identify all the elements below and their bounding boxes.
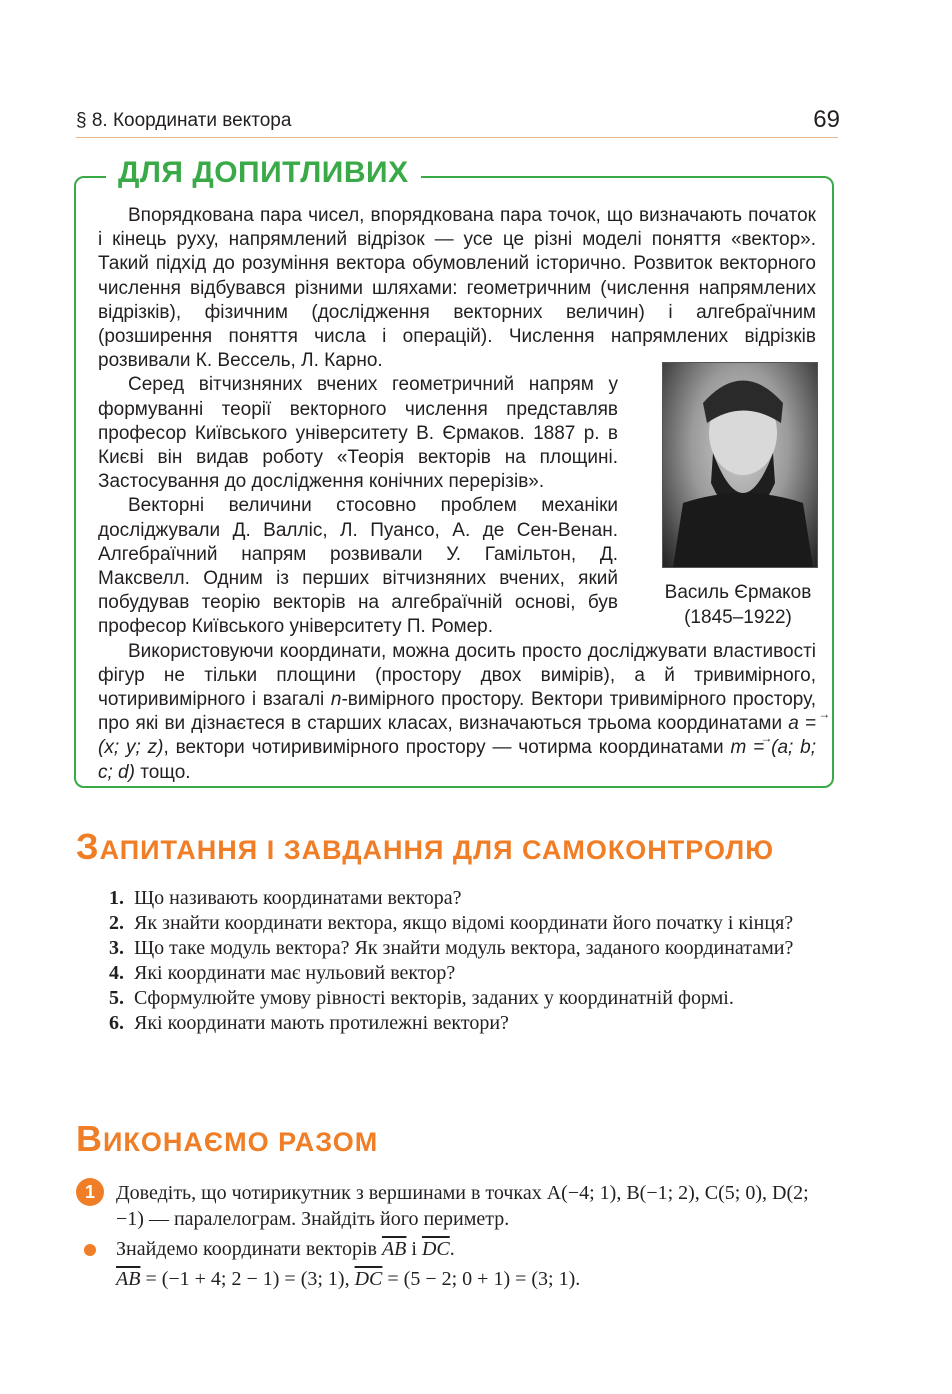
portrait-silhouette bbox=[663, 363, 817, 567]
question-text: Які координати мають протилежні вектори? bbox=[134, 1012, 509, 1034]
solution-intro: Знайдемо координати векторів $\overline{AB}$ і $\overline{DC}$. bbox=[116, 1238, 455, 1260]
page-number: 69 bbox=[813, 106, 840, 133]
question-number: 2. bbox=[109, 912, 124, 934]
paragraph-yermakov: Серед вітчизняних вчених геометричний напрям у формуванні теорії векторного числення представляв професор Київського університету В. Єрмаков. 1887 р. в Києві він видав роботу «Теорія векторів на площині. Застосування до дослідження конічних перерізів». bbox=[98, 374, 618, 493]
vector-a-formula: → a = (x; y; z) bbox=[98, 713, 816, 758]
question-number: 4. bbox=[109, 962, 124, 984]
bullet-icon bbox=[84, 1244, 96, 1256]
questions-list bbox=[98, 886, 840, 1036]
header-rule bbox=[76, 137, 838, 138]
paragraph-history: Впорядкована пара чисел, впорядкована пара точок, що визначають початок і кінець руху, напрямлений відрізок — усе це різні моделі поняття «вектор». Такий підхід до розуміння вектора обумовлений історично. Розвиток векторного числення відбувався різними шляхами: геометричним (числення напрямлених відрізків), фізичним (дослідження векторних величин) і алгебраїчним (розширення поняття числа і операцій). Числення напрямлених відрізків розвивали К. Вессель, Л. Карно. bbox=[98, 205, 816, 372]
task-text: Доведіть, що чотирикутник з вершинами в точках A(−4; 1), B(−1; 2), C(5; 0), D(2; −1) — паралелограм. Знайдіть його периметр. bbox=[116, 1182, 809, 1230]
question-item bbox=[98, 936, 840, 961]
question-number: 3. bbox=[109, 937, 124, 959]
task-number-badge: 1 bbox=[76, 1178, 104, 1206]
question-number: 5. bbox=[109, 987, 124, 1009]
question-item bbox=[98, 986, 840, 1011]
paragraph-mechanics: Векторні величини стосовно проблем механіки досліджували Д. Валліс, Л. Пуансо, А. де Сен-Венан. Алгебраїчний напрям розвивали У. Гамільтон, Д. Максвелл. Одним із перших вітчизняних вчених, який побудував теорію векторів на алгебраїчній основі, був професор Київського університету П. Ромер. bbox=[98, 495, 618, 638]
section-header: § 8. Координати вектора bbox=[76, 110, 292, 131]
question-item bbox=[98, 886, 840, 911]
portrait-image bbox=[662, 362, 818, 568]
self-control-heading: ЗАПИТАННЯ І ЗАВДАННЯ ДЛЯ САМОКОНТРОЛЮ bbox=[76, 826, 775, 867]
solution-formula: $\overline{AB} = (-1 + 4$; 2 − 1) = (3; 1), $\overline{DC} = (5 - 2$; 0 + 1) = (3; 1). bbox=[116, 1268, 581, 1290]
curious-box-title: ДЛЯ ДОПИТЛИВИХ bbox=[106, 156, 421, 190]
question-number: 1. bbox=[109, 887, 124, 909]
question-text: Які координати має нульовий вектор? bbox=[134, 962, 456, 984]
question-item bbox=[98, 961, 840, 986]
question-text: Що таке модуль вектора? Як знайти модуль вектора, заданого координатами? bbox=[134, 937, 794, 959]
portrait-caption: Василь Єрмаков (1845–1922) bbox=[664, 582, 812, 628]
together-heading: ВИКОНАЄМО РАЗОМ bbox=[76, 1118, 379, 1159]
question-text: Як знайти координати вектора, якщо відомі координати його початку і кінця? bbox=[134, 912, 794, 934]
question-number: 6. bbox=[109, 1012, 124, 1034]
question-item bbox=[98, 911, 840, 936]
question-text: Сформулюйте умову рівності векторів, заданих у координатній формі. bbox=[134, 987, 734, 1009]
question-item bbox=[98, 1011, 840, 1036]
vector-m-formula: → m = (a; b; c; d) bbox=[98, 737, 816, 782]
paragraph-coordinates: Використовуючи координати, можна досить просто досліджувати властивості фігур не тільки площини (простору двох вимірів), а й тривимірного, чотиривимірного і взагалі n-вимірного простору. Вектори тривимірного простору, про які ви дізнаєтеся в старших класах, визначаються трьома координатами → a = (x; y; z), вектори чотиривимірного простору — чотирма координатами → m = (a; b; c; d) тощо. bbox=[98, 640, 816, 785]
question-text: Що називають координатами вектора? bbox=[134, 887, 462, 909]
